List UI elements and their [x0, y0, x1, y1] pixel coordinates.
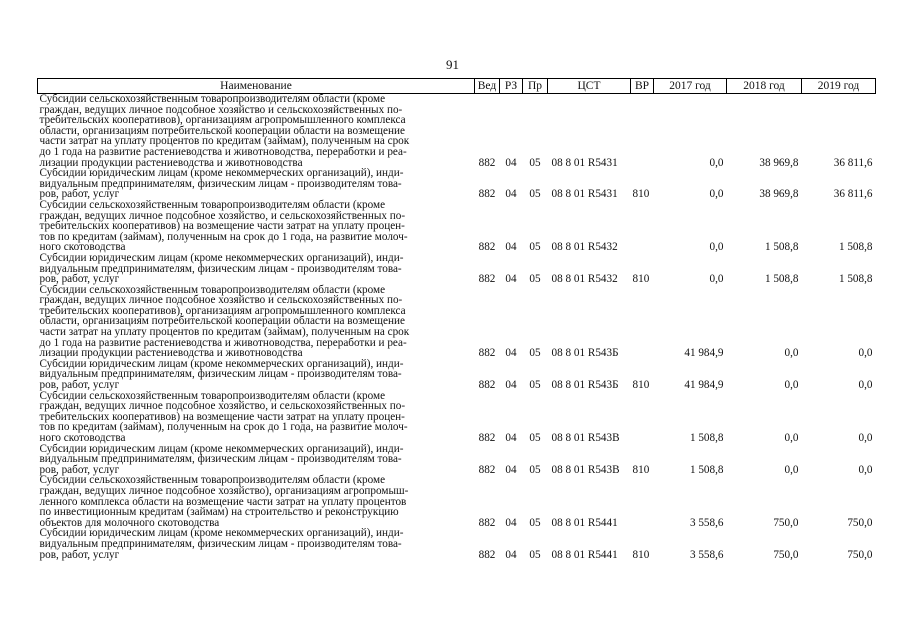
row-name: Субсидии юридическим лицам (кроме некоммерческих организаций), инди- видуальным предпринимателям, физическим лицам - производителям това- ров, работ, услуг — [39, 251, 404, 286]
row-ved: 882 — [478, 156, 496, 169]
row-pr: 05 — [529, 273, 541, 286]
row-2017: 41 984,9 — [684, 379, 724, 392]
row-name: Субсидии юридическим лицам (кроме некоммерческих организаций), инди- видуальным предпринимателям, физическим лицам - производителям това- ров, работ, услуг — [39, 167, 404, 201]
row-ved: 882 — [478, 188, 496, 201]
row-2019: 1 508,8 — [838, 241, 873, 254]
row-name: Субсидии сельскохозяйственным товаропроизводителям области (кроме граждан, ведущих личное подсобное хозяйство и сельскохозяйственных по- требительских кооперативов), организациям агропромышленного комплекса области, организациям потребительской кооперации области на возмещение части затрат на уплату процентов по кредитам (займам), полученным на срок до 1 года на развитие растениеводства и животноводства, переработки и реа- лизации продукции растениеводства и животноводства — [39, 93, 410, 169]
row-name: Субсидии сельскохозяйственным товаропроизводителям области (кроме граждан, ведущих личное подсобное хозяйство и сельскохозяйственных по- требительских кооперативов), организациям агропромышленного комплекса области, организациям потребительской кооперации области на возмещение части затрат на уплату процентов по кредитам (займам), полученным на срок до 1 года на развитие растениеводства и животноводства, переработки и реа- лизации продукции растениеводства и животноводства — [39, 283, 410, 360]
row-2018: 750,0 — [773, 548, 799, 561]
row-vr: 810 — [632, 379, 650, 392]
row-pr: 05 — [529, 347, 541, 360]
table-row — [38, 168, 876, 200]
table-row — [38, 475, 876, 528]
row-2018: 0,0 — [784, 432, 799, 444]
table-row — [38, 444, 876, 476]
row-2019: 36 811,6 — [833, 188, 873, 201]
row-2019: 0,0 — [858, 432, 873, 444]
row-vr: 810 — [632, 548, 650, 561]
row-vr — [631, 285, 654, 359]
table-row — [38, 94, 876, 169]
row-2018: 0,0 — [784, 379, 799, 392]
row-2017: 0,0 — [709, 188, 724, 201]
row-rz: 04 — [505, 548, 517, 561]
row-rz: 04 — [505, 379, 517, 392]
row-pr: 05 — [529, 379, 541, 392]
row-name: Субсидии юридическим лицам (кроме некоммерческих организаций), инди- видуальным предпринимателям, физическим лицам - производителям това- ров, работ, услуг — [39, 527, 404, 561]
row-pr: 05 — [529, 241, 541, 254]
row-pr: 05 — [529, 516, 541, 529]
row-2017: 1 508,8 — [689, 432, 724, 444]
row-2017: 1 508,8 — [689, 463, 724, 476]
table-header — [38, 79, 876, 94]
row-vr — [631, 200, 654, 253]
row-ved: 882 — [478, 379, 496, 392]
row-2017: 3 558,6 — [689, 548, 724, 561]
row-vr: 810 — [632, 463, 650, 476]
row-name: Субсидии сельскохозяйственным товаропроизводителям области (кроме граждан, ведущих личное подсобное хозяйство, и сельскохозяйственных по- требительских кооперативов) на возмещение части затрат на уплату процен- тов по кредитам (займам), полученным на срок до 1 года, на развитие молоч- ного скотоводства — [39, 389, 408, 444]
row-name: Субсидии сельскохозяйственным товаропроизводителям области (кроме граждан, ведущих личное подсобное хозяйство), организациям агропромыш- ленного комплекса области на возмещение части затрат на уплату процентов по инвестиционным кредитам (займам) на строительство и реконструкцию объектов для молочного скотоводства — [39, 474, 409, 529]
row-2019: 750,0 — [847, 516, 873, 529]
row-2018: 1 508,8 — [764, 273, 799, 286]
row-2018: 38 969,8 — [759, 156, 799, 169]
table-row — [38, 391, 876, 444]
header-pr: Пр — [523, 79, 548, 94]
header-cst: ЦСТ — [548, 79, 631, 94]
row-rz: 04 — [505, 432, 517, 444]
row-rz: 04 — [505, 156, 517, 169]
row-2018: 0,0 — [784, 463, 799, 476]
row-2017: 3 558,6 — [689, 516, 724, 529]
row-2017: 41 984,9 — [684, 347, 724, 360]
table-row — [38, 200, 876, 253]
row-rz: 04 — [505, 347, 517, 360]
row-ved: 882 — [478, 548, 496, 561]
row-cst: 08 8 01 R5441 — [551, 516, 618, 529]
row-cst: 08 8 01 R5431 — [551, 188, 618, 201]
row-2018: 38 969,8 — [759, 188, 799, 201]
budget-table — [37, 78, 876, 560]
header-rz: РЗ — [500, 79, 523, 94]
row-cst: 08 8 01 R543В — [551, 432, 620, 444]
table-row — [38, 253, 876, 285]
row-rz: 04 — [505, 241, 517, 254]
row-vr — [631, 475, 654, 528]
table-row — [38, 528, 876, 560]
row-2019: 36 811,6 — [833, 156, 873, 169]
row-cst: 08 8 01 R5432 — [551, 273, 618, 286]
row-ved: 882 — [478, 241, 496, 254]
row-2019: 0,0 — [858, 379, 873, 392]
row-vr: 810 — [632, 188, 650, 201]
row-name: Субсидии юридическим лицам (кроме некоммерческих организаций), инди- видуальным предпринимателям, физическим лицам - производителям това- ров, работ, услуг — [39, 442, 404, 476]
row-name: Субсидии сельскохозяйственным товаропроизводителям области (кроме граждан, ведущих личное подсобное хозяйство, и сельскохозяйственных по- требительских кооперативов) на возмещение части затрат на уплату процен- тов по кредитам (займам), полученным на срок до 1 года, на развитие молоч- ного скотоводства — [39, 198, 408, 254]
row-rz: 04 — [505, 463, 517, 476]
row-2019: 1 508,8 — [838, 273, 873, 286]
header-2019: 2019 год — [802, 79, 876, 94]
row-vr — [631, 94, 654, 169]
row-2019: 0,0 — [858, 463, 873, 476]
row-cst: 08 8 01 R5441 — [551, 548, 618, 561]
row-vr — [631, 391, 654, 444]
row-pr: 05 — [529, 156, 541, 169]
row-2018: 750,0 — [773, 516, 799, 529]
row-ved: 882 — [478, 432, 496, 444]
header-ved: Вед — [475, 79, 500, 94]
row-pr: 05 — [529, 188, 541, 201]
row-pr: 05 — [529, 463, 541, 476]
row-cst: 08 8 01 R5432 — [551, 241, 618, 254]
row-2018: 1 508,8 — [764, 241, 799, 254]
row-2017: 0,0 — [709, 273, 724, 286]
row-cst: 08 8 01 R543Б — [551, 347, 619, 360]
row-rz: 04 — [505, 516, 517, 529]
header-name: Наименование — [38, 79, 475, 94]
row-2018: 0,0 — [784, 347, 799, 360]
header-2018: 2018 год — [727, 79, 802, 94]
row-cst: 08 8 01 R5431 — [551, 156, 618, 169]
header-2017: 2017 год — [654, 79, 727, 94]
table-body — [38, 94, 876, 561]
row-rz: 04 — [505, 188, 517, 201]
row-2019: 0,0 — [858, 347, 873, 360]
row-ved: 882 — [478, 516, 496, 529]
page-number: 91 — [446, 57, 459, 72]
row-cst: 08 8 01 R543В — [551, 463, 620, 476]
row-ved: 882 — [478, 273, 496, 286]
row-2017: 0,0 — [709, 241, 724, 254]
row-2019: 750,0 — [847, 548, 873, 561]
header-vr: ВР — [631, 79, 654, 94]
row-rz: 04 — [505, 273, 517, 286]
row-cst: 08 8 01 R543Б — [551, 379, 619, 392]
row-2017: 0,0 — [709, 156, 724, 169]
table-row — [38, 359, 876, 391]
row-pr: 05 — [529, 548, 541, 561]
row-ved: 882 — [478, 463, 496, 476]
row-vr: 810 — [632, 273, 650, 286]
row-ved: 882 — [478, 347, 496, 360]
row-pr: 05 — [529, 432, 541, 444]
table-row — [38, 285, 876, 359]
row-name: Субсидии юридическим лицам (кроме некоммерческих организаций), инди- видуальным предпринимателям, физическим лицам - производителям това- ров, работ, услуг — [39, 357, 404, 392]
